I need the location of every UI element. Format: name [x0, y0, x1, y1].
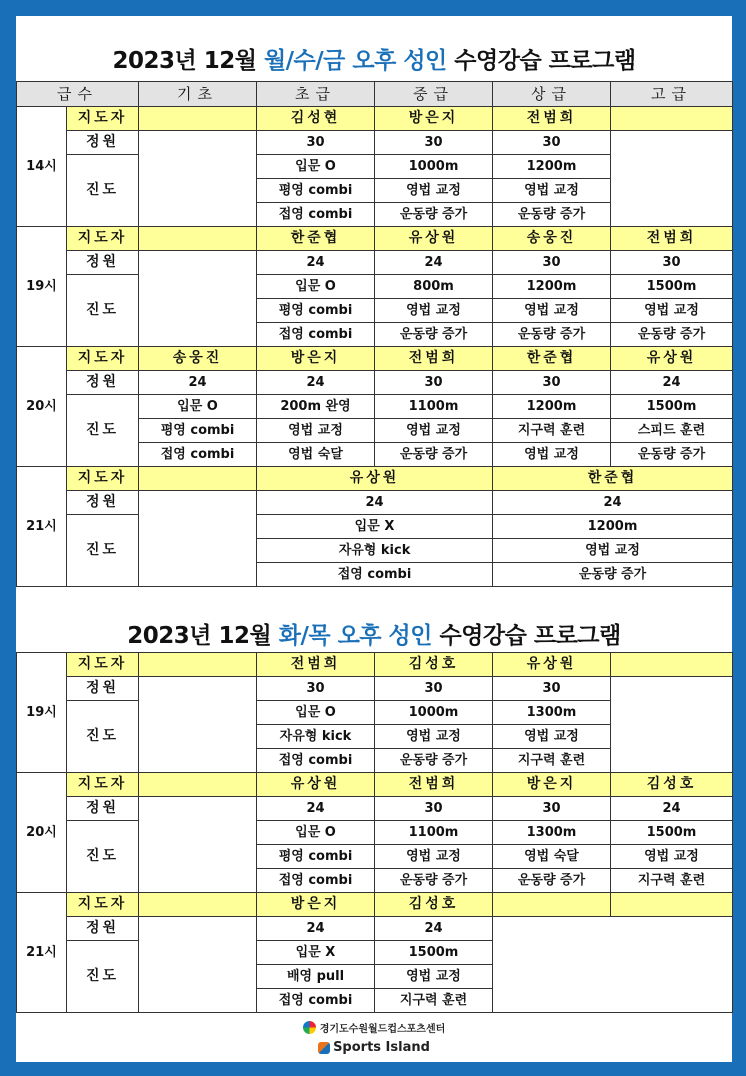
- capacity-cell: 24: [375, 917, 493, 941]
- progress-cell: 지구력 훈련: [375, 989, 493, 1013]
- progress-cell: 입문 O: [257, 701, 375, 725]
- capacity-cell: 30: [375, 371, 493, 395]
- section2-title: [16, 617, 732, 650]
- instructor-cell: 전범희: [375, 773, 493, 797]
- header-cell: 상급: [493, 82, 611, 107]
- instructor-cell: 한준협: [493, 347, 611, 371]
- capacity-row: [17, 797, 733, 821]
- instructor-cell: 한준협: [257, 227, 375, 251]
- label-progress: 진도: [67, 515, 139, 587]
- progress-cell: 운동량 증가: [493, 869, 611, 893]
- progress-cell: 평영 combi: [257, 179, 375, 203]
- capacity-cell: 24: [493, 491, 733, 515]
- instructor-cell: 전범희: [493, 107, 611, 131]
- capacity-cell: 30: [257, 131, 375, 155]
- progress-cell: 1100m: [375, 821, 493, 845]
- progress-cell: 접영 combi: [139, 443, 257, 467]
- label-progress: 진도: [67, 395, 139, 467]
- capacity-cell: 24: [257, 797, 375, 821]
- progress-cell: 영법 교정: [611, 845, 733, 869]
- progress-cell: 지구력 훈련: [493, 419, 611, 443]
- instructor-cell: 유상원: [611, 347, 733, 371]
- instructor-cell: [611, 893, 733, 917]
- instructor-cell: 유상원: [375, 227, 493, 251]
- label-capacity: 정원: [67, 491, 139, 515]
- instructor-row: [17, 893, 733, 917]
- progress-cell: 입문 O: [257, 821, 375, 845]
- capacity-cell: 30: [493, 797, 611, 821]
- instructor-cell: [139, 893, 257, 917]
- progress-cell: 영법 숙달: [257, 443, 375, 467]
- instructor-cell: [139, 467, 257, 491]
- capacity-cell: 24: [611, 371, 733, 395]
- progress-cell: 운동량 증가: [493, 323, 611, 347]
- progress-cell: 영법 교정: [375, 725, 493, 749]
- progress-cell: 운동량 증가: [493, 563, 733, 587]
- instructor-cell: 전범희: [375, 347, 493, 371]
- instructor-cell: 유상원: [493, 653, 611, 677]
- section1-title: [16, 42, 732, 75]
- progress-cell: 200m 완영: [257, 395, 375, 419]
- instructor-cell: 유상원: [257, 467, 493, 491]
- empty-cell: [139, 491, 257, 587]
- time-slot: 19시: [17, 653, 67, 773]
- label-instructor: 지도자: [67, 653, 139, 677]
- instructor-cell: 유상원: [257, 773, 375, 797]
- capacity-cell: 30: [493, 251, 611, 275]
- empty-cell: [139, 677, 257, 773]
- time-slot: 14시: [17, 107, 67, 227]
- instructor-cell: [139, 227, 257, 251]
- instructor-cell: [493, 893, 611, 917]
- time-slot: 20시: [17, 773, 67, 893]
- instructor-cell: 김성호: [375, 653, 493, 677]
- progress-cell: 평영 combi: [257, 845, 375, 869]
- progress-cell: 영법 교정: [375, 965, 493, 989]
- header-cell: 고급: [611, 82, 733, 107]
- instructor-cell: 한준협: [493, 467, 733, 491]
- progress-cell: 입문 O: [139, 395, 257, 419]
- progress-row: [17, 515, 733, 539]
- progress-cell: 1000m: [375, 701, 493, 725]
- progress-cell: 입문 X: [257, 515, 493, 539]
- progress-cell: 운동량 증가: [375, 203, 493, 227]
- schedule-table-tt: [16, 652, 733, 1013]
- capacity-row: [17, 131, 733, 155]
- org-name: 경기도수원월드컵스포츠센터: [319, 1024, 446, 1035]
- progress-cell: 스피드 훈련: [611, 419, 733, 443]
- progress-row: [17, 395, 733, 419]
- instructor-cell: [139, 107, 257, 131]
- progress-cell: 영법 교정: [493, 725, 611, 749]
- label-instructor: 지도자: [67, 107, 139, 131]
- progress-cell: 지구력 훈련: [493, 749, 611, 773]
- label-progress: 진도: [67, 275, 139, 347]
- instructor-cell: 송웅진: [493, 227, 611, 251]
- progress-cell: 운동량 증가: [611, 443, 733, 467]
- instructor-cell: [139, 653, 257, 677]
- capacity-cell: 24: [375, 251, 493, 275]
- progress-cell: 접영 combi: [257, 989, 375, 1013]
- instructor-cell: 송웅진: [139, 347, 257, 371]
- label-progress: 진도: [67, 821, 139, 893]
- title-suffix: 수영강습 프로그램: [431, 623, 621, 649]
- progress-cell: 영법 교정: [493, 539, 733, 563]
- instructor-cell: [611, 653, 733, 677]
- header-cell: 초급: [257, 82, 375, 107]
- progress-cell: 운동량 증가: [375, 323, 493, 347]
- empty-cell: [493, 917, 733, 1013]
- label-instructor: 지도자: [67, 773, 139, 797]
- progress-cell: 입문 X: [257, 941, 375, 965]
- instructor-cell: 방은지: [493, 773, 611, 797]
- empty-cell: [611, 677, 733, 773]
- instructor-cell: [611, 107, 733, 131]
- progress-cell: 영법 교정: [375, 419, 493, 443]
- capacity-cell: 30: [493, 677, 611, 701]
- capacity-cell: 30: [375, 797, 493, 821]
- label-progress: 진도: [67, 155, 139, 227]
- empty-cell: [139, 797, 257, 893]
- time-slot: 21시: [17, 467, 67, 587]
- progress-cell: 평영 combi: [257, 299, 375, 323]
- label-progress: 진도: [67, 941, 139, 1013]
- progress-cell: 운동량 증가: [375, 749, 493, 773]
- progress-cell: 접영 combi: [257, 203, 375, 227]
- progress-cell: 1200m: [493, 275, 611, 299]
- program-sheet: [15, 15, 733, 1063]
- progress-cell: 자유형 kick: [257, 725, 375, 749]
- progress-cell: 운동량 증가: [611, 323, 733, 347]
- progress-cell: 접영 combi: [257, 749, 375, 773]
- progress-cell: 1200m: [493, 155, 611, 179]
- instructor-cell: 전범희: [257, 653, 375, 677]
- empty-cell: [139, 917, 257, 1013]
- title-date: 2023년 12월: [112, 48, 264, 74]
- empty-cell: [611, 131, 733, 227]
- label-capacity: 정원: [67, 677, 139, 701]
- label-instructor: 지도자: [67, 347, 139, 371]
- progress-cell: 영법 교정: [375, 179, 493, 203]
- title-highlight: 월/수/금 오후 성인: [263, 48, 447, 74]
- instructor-cell: 김성호: [611, 773, 733, 797]
- progress-cell: 운동량 증가: [493, 203, 611, 227]
- progress-cell: 800m: [375, 275, 493, 299]
- progress-cell: 1100m: [375, 395, 493, 419]
- label-capacity: 정원: [67, 251, 139, 275]
- capacity-cell: 24: [257, 917, 375, 941]
- progress-cell: 입문 O: [257, 275, 375, 299]
- capacity-cell: 24: [139, 371, 257, 395]
- progress-cell: 1200m: [493, 515, 733, 539]
- header-level: 급수: [17, 82, 139, 107]
- capacity-cell: 24: [611, 797, 733, 821]
- time-slot: 20시: [17, 347, 67, 467]
- progress-cell: 접영 combi: [257, 869, 375, 893]
- instructor-row: [17, 107, 733, 131]
- schedule-table-mwf: [16, 81, 733, 587]
- progress-cell: 영법 숙달: [493, 845, 611, 869]
- title-suffix: 수영강습 프로그램: [446, 48, 636, 74]
- time-slot: 19시: [17, 227, 67, 347]
- progress-cell: 운동량 증가: [375, 443, 493, 467]
- label-capacity: 정원: [67, 797, 139, 821]
- instructor-cell: [139, 773, 257, 797]
- capacity-row: [17, 917, 733, 941]
- capacity-row: [17, 371, 733, 395]
- label-instructor: 지도자: [67, 893, 139, 917]
- capacity-row: [17, 491, 733, 515]
- title-highlight: 화/목 오후 성인: [278, 623, 432, 649]
- instructor-cell: 김성호: [375, 893, 493, 917]
- capacity-cell: 30: [493, 371, 611, 395]
- progress-cell: 영법 교정: [493, 299, 611, 323]
- instructor-row: [17, 653, 733, 677]
- progress-cell: 1200m: [493, 395, 611, 419]
- soccer-ball-icon: [303, 1021, 316, 1034]
- instructor-cell: 전범희: [611, 227, 733, 251]
- progress-row: [17, 821, 733, 845]
- label-capacity: 정원: [67, 371, 139, 395]
- instructor-row: [17, 227, 733, 251]
- progress-cell: 접영 combi: [257, 323, 375, 347]
- instructor-cell: 방은지: [375, 107, 493, 131]
- progress-cell: 자유형 kick: [257, 539, 493, 563]
- progress-cell: 1300m: [493, 821, 611, 845]
- capacity-cell: 30: [257, 677, 375, 701]
- header-cell: 기초: [139, 82, 257, 107]
- progress-cell: 영법 교정: [375, 845, 493, 869]
- capacity-cell: 30: [375, 677, 493, 701]
- progress-row: [17, 275, 733, 299]
- capacity-cell: 30: [611, 251, 733, 275]
- instructor-cell: 방은지: [257, 893, 375, 917]
- capacity-row: [17, 677, 733, 701]
- progress-cell: 평영 combi: [139, 419, 257, 443]
- header-cell: 중급: [375, 82, 493, 107]
- empty-cell: [139, 131, 257, 227]
- progress-cell: 1500m: [611, 275, 733, 299]
- capacity-cell: 30: [375, 131, 493, 155]
- footer-logo: [16, 1019, 732, 1058]
- progress-cell: 1500m: [611, 395, 733, 419]
- progress-cell: 운동량 증가: [375, 869, 493, 893]
- label-instructor: 지도자: [67, 227, 139, 251]
- capacity-cell: 24: [257, 371, 375, 395]
- label-instructor: 지도자: [67, 467, 139, 491]
- capacity-row: [17, 251, 733, 275]
- progress-cell: 영법 교정: [493, 443, 611, 467]
- capacity-cell: 24: [257, 251, 375, 275]
- time-slot: 21시: [17, 893, 67, 1013]
- title-date: 2023년 12월: [127, 623, 279, 649]
- capacity-cell: 24: [257, 491, 493, 515]
- instructor-cell: 방은지: [257, 347, 375, 371]
- label-capacity: 정원: [67, 917, 139, 941]
- empty-cell: [139, 251, 257, 347]
- progress-cell: 1300m: [493, 701, 611, 725]
- progress-cell: 1500m: [611, 821, 733, 845]
- instructor-cell: 김성현: [257, 107, 375, 131]
- instructor-row: [17, 773, 733, 797]
- capacity-cell: 30: [493, 131, 611, 155]
- sports-island-icon: [318, 1042, 330, 1054]
- instructor-row: [17, 467, 733, 491]
- progress-cell: 영법 교정: [257, 419, 375, 443]
- brand-name: Sports Island: [333, 1040, 430, 1055]
- instructor-row: [17, 347, 733, 371]
- label-progress: 진도: [67, 701, 139, 773]
- progress-cell: 영법 교정: [611, 299, 733, 323]
- progress-cell: 영법 교정: [493, 179, 611, 203]
- progress-cell: 접영 combi: [257, 563, 493, 587]
- progress-cell: 영법 교정: [375, 299, 493, 323]
- header-row: [17, 82, 733, 107]
- progress-cell: 배영 pull: [257, 965, 375, 989]
- progress-cell: 1500m: [375, 941, 493, 965]
- progress-cell: 지구력 훈련: [611, 869, 733, 893]
- label-capacity: 정원: [67, 131, 139, 155]
- progress-cell: 1000m: [375, 155, 493, 179]
- progress-cell: 입문 O: [257, 155, 375, 179]
